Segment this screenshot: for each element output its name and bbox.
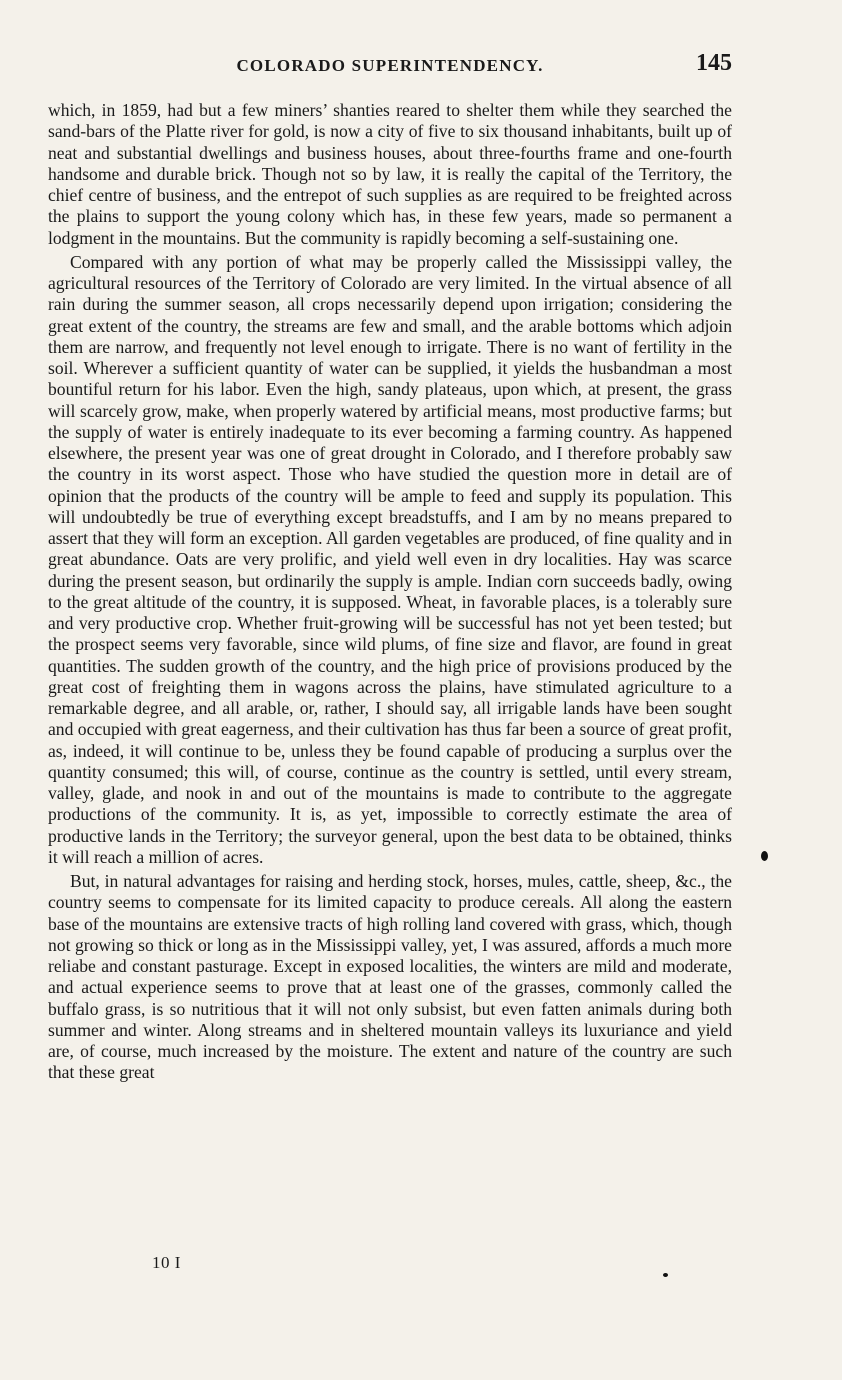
ink-speck xyxy=(761,851,768,861)
document-page xyxy=(48,48,732,1084)
running-head: COLORADO SUPERINTENDENCY. xyxy=(236,56,544,75)
body-text xyxy=(48,100,732,1084)
paragraph-2: Compared with any portion of what may be properly called the Mississippi valley, the agricultural resources of the Territory of Colorado are very limited. In the virtual absence of all rain during the summer season, all crops necessarily depend upon irrigation; considering the great extent of the country, the streams are few and small, and the arable bottoms which adjoin them are narrow, and frequently not level enough to irrigate. There is no want of fertility in the soil. Wherever a sufficient quantity of water can be supplied, it yields the husbandman a most bountiful return for his labor. Even the high, sandy plateaus, upon which, at present, the grass will scarcely grow, make, when properly watered by artificial means, most productive farms; but the supply of water is entirely inadequate to its ever becoming a farming country. As happened elsewhere, the present year was one of great drought in Colorado, and I therefore probably saw the country in its worst aspect. Those who have studied the question more in detail are of opinion that the products of the country will be ample to feed and supply its population. This will undoubtedly be true of everything except breadstuffs, and I am by no means prepared to assert that they will form an exception. All garden vegetables are produced, of fine quality and in great abundance. Oats are very prolific, and yield well even in dry localities. Hay was scarce during the present season, but ordinarily the supply is ample. Indian corn succeeds badly, owing to the great altitude of the country, it is supposed. Wheat, in favorable places, is a tolerably sure and very productive crop. Whether fruit-growing will be successful has not yet been tested; but the prospect seems very favorable, since wild plums, of fine size and flavor, are found in great quantities. The sudden growth of the country, and the high price of provisions produced by the great cost of freighting them in wagons across the plains, have stimulated agriculture to a remarkable degree, and all arable, or, rather, I should say, all irrigable lands have been sought and occupied with great eagerness, and their cultivation has thus far been a source of great profit, as, indeed, it will continue to be, unless they be found capable of producing a surplus over the quantity consumed; this will, of course, continue as the country is settled, until every stream, valley, glade, and nook in and out of the mountains is made to contribute to the aggregate productions of the community. It is, as yet, impossible to correctly estimate the area of productive lands in the Territory; the surveyor general, upon the best data to be obtained, thinks it will reach a million of acres. xyxy=(48,251,732,867)
printer-signature-mark: 10 I xyxy=(152,1253,181,1272)
paragraph-1: which, in 1859, had but a few miners’ shanties reared to shelter them while they searched the sand-bars of the Platte river for gold, is now a city of five to six thousand inhabitants, built up of neat and substantial dwellings and business houses, about three-fourths frame and one-fourth handsome and durable brick. Though not so by law, it is really the capital of the Territory, the chief centre of business, and the entrepot of such supplies as are required to be freighted across the plains to support the young colony which has, in these few years, made so permanent a lodgment in the mountains. But the community is rapidly becoming a self-sustaining one. xyxy=(48,100,732,248)
page-header xyxy=(48,48,732,82)
ink-speck xyxy=(663,1273,668,1277)
paragraph-3: But, in natural advantages for raising and herding stock, horses, mules, cattle, sheep, &c., the country seems to compensate for its limited capacity to produce cereals. All along the eastern base of the mountains are extensive tracts of high rolling land covered with grass, which, though not growing so thick or long as in the Mississippi valley, yet, I was assured, affords a much more reliabe and constant pasturage. Except in exposed localities, the winters are mild and moderate, and actual experience seems to prove that at least one of the grasses, commonly called the buffalo grass, is so nutritious that it will not only subsist, but even fatten animals during both summer and winter. Along streams and in sheltered mountain valleys its luxuriance and yield are, of course, much increased by the moisture. The extent and nature of the country are such that these great xyxy=(48,871,732,1083)
page-number: 145 xyxy=(696,50,732,76)
